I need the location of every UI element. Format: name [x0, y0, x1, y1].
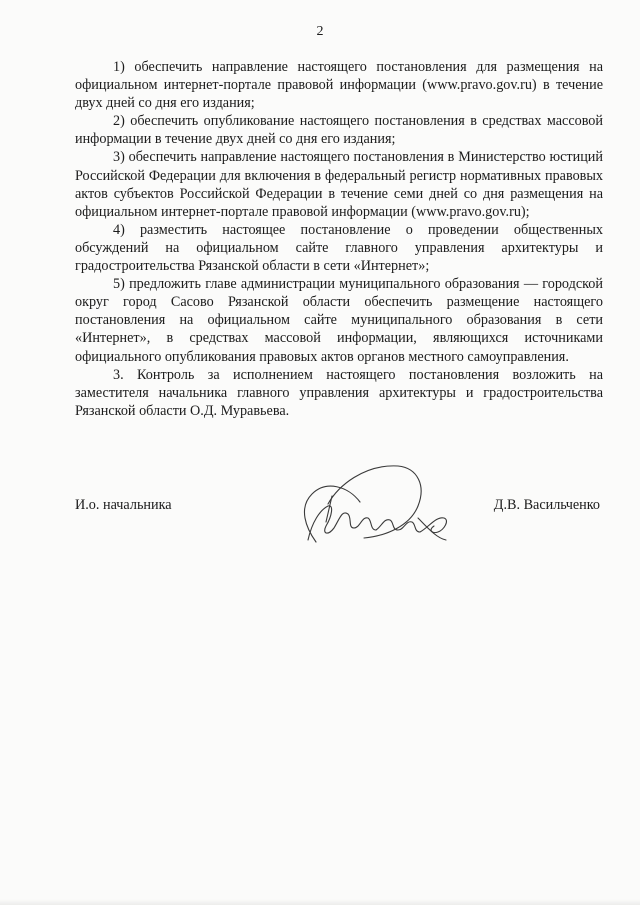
paragraph-control: 3. Контроль за исполнением настоящего постановления возложить на заместителя начальника главного управления архитектуры и градостроительства Рязанской области О.Д. Муравьева.	[75, 366, 603, 419]
scan-bottom-edge	[0, 899, 640, 905]
paragraph-item-1: 1) обеспечить направление настоящего постановления для размещения на официальном интернет-портале правовой информации (www.pravo.gov.ru) в течение двух дней со дня его издания;	[75, 59, 603, 112]
paragraph-item-2: 2) обеспечить опубликование настоящего постановления в средствах массовой информации в течение двух дней со дня его издания;	[75, 113, 603, 148]
paragraph-item-4: 4) разместить настоящее постановление о проведении общественных обсуждений на официальном сайте главного управления архитектуры и градостроительства Рязанской области в сети «Интернет»;	[75, 221, 603, 275]
signatory-title: И.о. начальника	[75, 497, 172, 513]
signatory-name: Д.В. Васильченко	[493, 497, 600, 513]
handwritten-signature-icon	[268, 456, 468, 556]
page-number: 2	[316, 24, 324, 39]
document-body	[75, 58, 603, 420]
paragraph-item-5: 5) предложить главе администрации муниципального образования — городской округ город Сасово Рязанской области обеспечить размещение настоящего постановления на официальном сайте муниципального образования в сети «Интернет», в средствах массовой информации, являющихся источниками официального опубликования правовых актов органов местного самоуправления.	[75, 276, 603, 365]
paragraph-item-3: 3) обеспечить направление настоящего постановления в Министерство юстиций Российской Федерации для включения в федеральный регистр нормативных правовых актов субъектов Российской Федерации в течение семи дней со дня размещения на официальном интернет-портале правовой информации (www.pravo.gov.ru);	[75, 149, 603, 220]
